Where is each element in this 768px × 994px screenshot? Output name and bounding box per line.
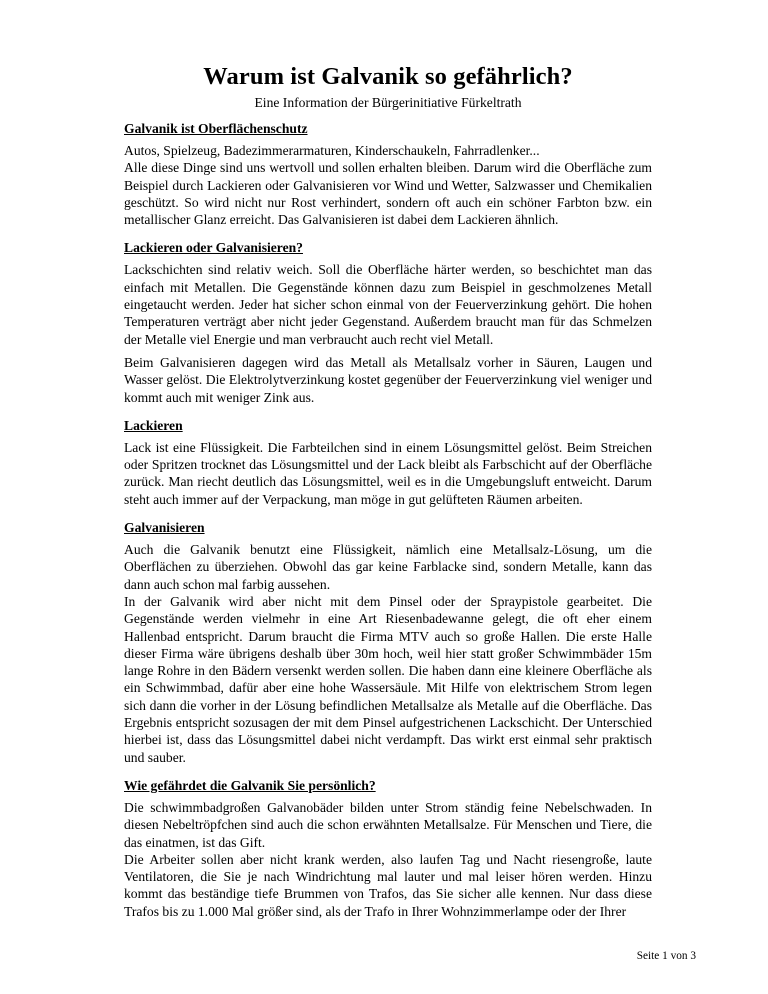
paragraph: Autos, Spielzeug, Badezimmerarmaturen, Kinderschaukeln, Fahrradlenker... [124,143,540,158]
section-heading: Lackieren oder Galvanisieren? [124,240,303,256]
section-lackieren [124,417,652,508]
document-page [124,62,652,920]
document-title: Warum ist Galvanik so gefährlich? [203,63,573,90]
section-galvanisieren [124,519,652,766]
paragraph: Lackschichten sind relativ weich. Soll die Oberfläche härter werden, so beschichtet man das einfach mit Metallen. Die Gegenstände können dazu zum Beispiel in geschmolzenes Metall eingetaucht werden. Jeder hat sicher schon einmal von der Feuerverzinkung gehört. Die hohen Temperaturen verträgt aber nicht jeder Gegenstand. Außerdem braucht man für das Schmelzen der Metalle viel Energie und man verbraucht auch recht viel Metall. [124,262,652,347]
section-heading: Galvanik ist Oberflächenschutz [124,121,308,136]
paragraph: Lack ist eine Flüssigkeit. Die Farbteilchen sind in einem Lösungsmittel gelöst. Beim Streichen oder Spritzen trocknet das Lösungsmittel und der Lack bleibt als Farbschicht auf der Oberfläche zurück. Man riecht deutlich das Lösungsmittel, weil es in die Umgebungsluft entweicht. Darum steht auch immer auf der Verpackung, man möge in gut gelüfteten Räumen arbeiten. [124,439,652,507]
section-heading: Wie gefährdet die Galvanik Sie persönlich? [124,777,376,793]
section-lackieren-oder-galvanisieren [124,239,652,405]
paragraph: Alle diese Dinge sind uns wertvoll und sollen erhalten bleiben. Darum wird die Oberfläche zum Beispiel durch Lackieren oder Galvanisieren vor Wind und Wetter, Salzwasser und Chemikalien geschützt. So wird nicht nur Rost verhindert, sondern oft auch ein schöner Farbton bzw. ein metallischer Glanz erreicht. Das Galvanisieren ist dabei dem Lackieren ähnlich. [124,160,652,228]
paragraph: Die schwimmbadgroßen Galvanobäder bilden unter Strom ständig feine Nebelschwaden. In diesen Nebeltröpfchen sind auch die schon erwähnten Metallsalze. Für Menschen und Tiere, die das einatmen, ist das Gift. [124,799,652,850]
paragraph: Beim Galvanisieren dagegen wird das Metall als Metallsalz vorher in Säuren, Laugen und Wasser gelöst. Die Elektrolytverzinkung kostet gegenüber der Feuerverzinkung viel weniger und kommt auch mit weniger Zink aus. [124,354,652,405]
paragraph: In der Galvanik wird aber nicht mit dem Pinsel oder der Spraypistole gearbeitet. Die Gegenstände werden vielmehr in eine Art Riesenbadewanne gelegt, die oft eher einem Hallenbad entspricht. Darum braucht die Firma MTV auch so große Hallen. Die erste Halle dieser Firma wäre übrigens deshalb über 30m hoch, weil hier statt großer Schwimmbäder 15m lange Rohre in den Bädern versenkt werden sollen. Die haben dann eine kleinere Oberfläche als ein Schwimmbad, dafür aber eine hohe Wassersäule. Mit Hilfe von elektrischem Strom legen sich dann die vorher in der Lösung befindlichen Metallsalze als Metalle auf die Oberfläche. Das Ergebnis entspricht sozusagen der mit dem Pinsel aufgestrichenen Lackschicht. Der Unterschied hierbei ist, dass das Lösungsmittel dabei nicht verdampft. Das wirkt erst einmal sehr praktisch und sauber. [124,593,652,765]
section-gefaehrdung [124,777,652,920]
section-oberflaechenschutz [124,120,652,228]
paragraph: Die Arbeiter sollen aber nicht krank werden, also laufen Tag und Nacht riesengroße, laute Ventilatoren, die Sie je nach Windrichtung mal lauter und mal leiser hören werden. Hinzu kommt das beständige tiefe Brummen von Trafos, das Sie sicher alle kennen. Nur dass diese Trafos bis zu 1.000 Mal größer sind, als der Trafo in Ihrer Wohnzimmerlampe oder der Ihrer [124,851,652,919]
section-heading: Lackieren [124,417,183,433]
document-subtitle: Eine Information der Bürgerinitiative Fürkeltrath [254,95,522,110]
paragraph: Auch die Galvanik benutzt eine Flüssigkeit, nämlich eine Metallsalz-Lösung, um die Oberflächen zu überziehen. Obwohl das gar keine Farblacke sind, sondern Metalle, kann das dann auch schon mal farbig aussehen. [124,542,652,592]
section-heading: Galvanisieren [124,520,205,536]
page-number: Seite 1 von 3 [636,950,696,962]
